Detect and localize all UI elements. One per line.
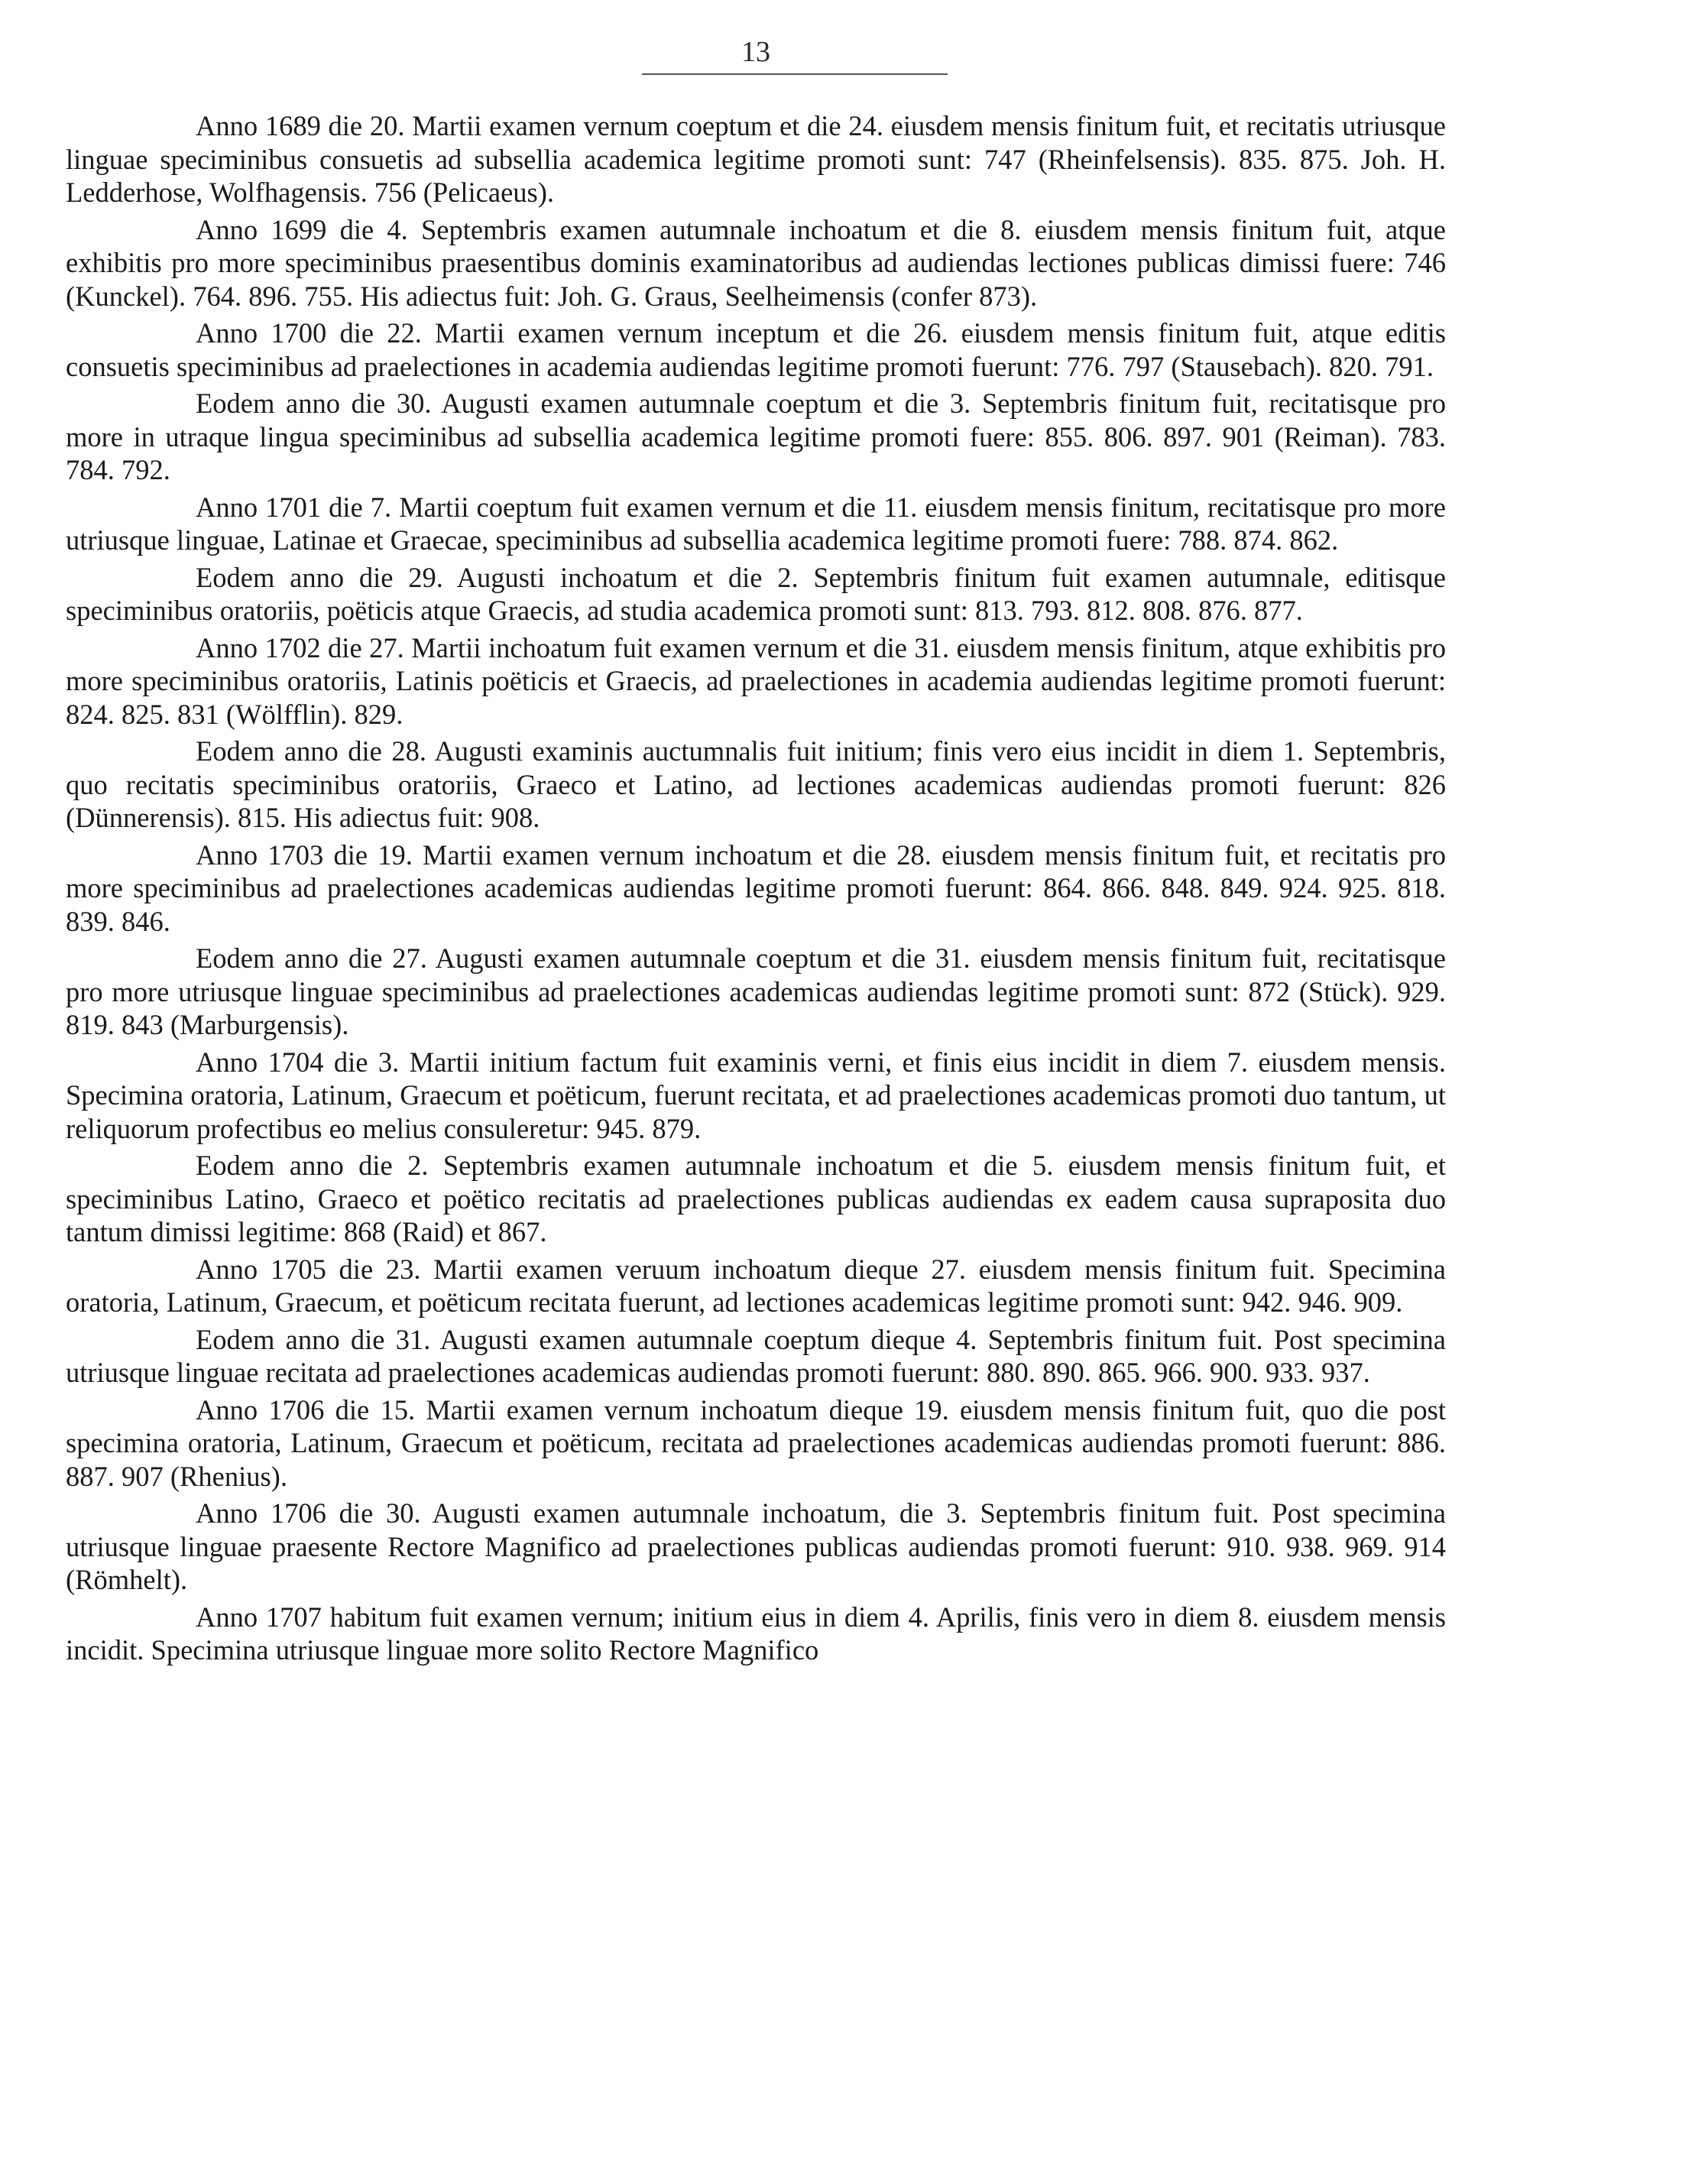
paragraph-anno-1700-march: Anno 1700 die 22. Martii examen vernum inceptum et die 26. eiusdem mensis finitum fuit, atque editis consuetis speciminibus ad praelectiones in academia audiendas legitime promoti fuerunt: 776. 797 (Stausebach). 820. 791. — [66, 317, 1446, 382]
paragraph-anno-1702-august: Eodem anno die 28. Augusti examinis auctumnalis fuit initium; finis vero eius incidit in diem 1. Septembris, quo recitatis speciminibus oratoriis, Graeco et Latino, ad lectiones academicas audiendas promoti fuerunt: 826 (Dünnerensis). 815. His adiectus fuit: 908. — [66, 735, 1446, 833]
body-text — [66, 109, 1446, 1671]
paragraph-anno-1701-march: Anno 1701 die 7. Martii coeptum fuit examen vernum et die 11. eiusdem mensis finitum, recitatisque pro more utriusque linguae, Latinae et Graecae, speciminibus ad subsellia academica legitime promoti fuere: 788. 874. 862. — [66, 491, 1446, 556]
paragraph-anno-1700-august: Eodem anno die 30. Augusti examen autumnale coeptum et die 3. Septembris finitum fuit, recitatisque pro more in utraque lingua speciminibus ad subsellia academica legitime promoti fuere: 855. 806. 897. 901 (Reiman). 783. 784. 792. — [66, 388, 1446, 485]
paragraph-anno-1699: Anno 1699 die 4. Septembris examen autumnale inchoatum et die 8. eiusdem mensis finitum fuit, atque exhibitis pro more speciminibus praesentibus dominis examinatoribus ad audiendas lectiones publicas dimissi fuere: 746 (Kunckel). 764. 896. 755. His adiectus fuit: Joh. G. Graus, Seelheimensis (confer 873). — [66, 213, 1446, 312]
document-page — [66, 0, 1446, 2183]
paragraph-anno-1706-march: Anno 1706 die 15. Martii examen vernum inchoatum dieque 19. eiusdem mensis finitum fuit, quo die post specimina oratoria, Latinum, Graecum et poëticum, recitata ad praelectiones academicas audiendas promoti fuerunt: 886. 887. 907 (Rhenius). — [66, 1393, 1446, 1492]
paragraph-anno-1702-march: Anno 1702 die 27. Martii inchoatum fuit examen vernum et die 31. eiusdem mensis finitum, atque exhibitis pro more speciminibus oratoriis, Latinis poëticis et Graecis, ad praelectiones in academia audiendas legitime promoti fuerunt: 824. 825. 831 (Wölfflin). 829. — [66, 631, 1446, 730]
paragraph-anno-1701-august: Eodem anno die 29. Augusti inchoatum et die 2. Septembris finitum fuit examen autumnale, editisque speciminibus oratoriis, poëticis atque Graecis, ad studia academica promoti sunt: 813. 793. 812. 808. 876. 877. — [66, 561, 1446, 626]
paragraph-anno-1707-april: Anno 1707 habitum fuit examen vernum; initium eius in diem 4. Aprilis, finis vero in diem 8. eiusdem mensis incidit. Specimina utriusque linguae more solito Rectore Magnifico — [66, 1601, 1446, 1666]
paragraph-anno-1689: Anno 1689 die 20. Martii examen vernum coeptum et die 24. eiusdem mensis finitum fuit, et recitatis utriusque linguae speciminibus consuetis ad subsellia academica legitime promoti sunt: 747 (Rheinfelsensis). 835. 875. Joh. H. Ledderhose, Wolfhagensis. 756 (Pelicaeus). — [66, 110, 1446, 208]
paragraph-anno-1705-march: Anno 1705 die 23. Martii examen veruum inchoatum dieque 27. eiusdem mensis finitum fuit. Specimina oratoria, Latinum, Graecum, et poëticum recitata fuerunt, ad lectiones academicas legitime promoti sunt: 942. 946. 909. — [66, 1253, 1446, 1318]
header-rule — [642, 73, 948, 75]
paragraph-anno-1703-march: Anno 1703 die 19. Martii examen vernum inchoatum et die 28. eiusdem mensis finitum fuit, et recitatis pro more speciminibus ad praelectiones academicas audiendas legitime promoti fuerunt: 864. 866. 848. 849. 924. 925. 818. 839. 846. — [66, 838, 1446, 937]
paragraph-anno-1704-september: Eodem anno die 2. Septembris examen autumnale inchoatum et die 5. eiusdem mensis finitum fuit, et speciminibus Latino, Graeco et poëtico recitatis ad praelectiones publicas audiendas ex eadem causa supraposita duo tantum dimissi legitime: 868 (Raid) et 867. — [66, 1150, 1446, 1247]
paragraph-anno-1704-march: Anno 1704 die 3. Martii initium factum fuit examinis verni, et finis eius incidit in diem 7. eiusdem mensis. Specimina oratoria, Latinum, Graecum et poëticum, fuerunt recitata, et ad praelectiones academicas promoti duo tantum, ut reliquorum profectibus eo melius consuleretur: 945. 879. — [66, 1046, 1446, 1144]
paragraph-anno-1705-august: Eodem anno die 31. Augusti examen autumnale coeptum dieque 4. Septembris finitum fuit. Post specimina utriusque linguae recitata ad praelectiones academicas audiendas promoti fuerunt: 880. 890. 865. 966. 900. 933. 937. — [66, 1323, 1446, 1388]
page-number: 13 — [741, 36, 770, 68]
paragraph-anno-1703-august: Eodem anno die 27. Augusti examen autumnale coeptum et die 31. eiusdem mensis finitum fuit, recitatisque pro more utriusque linguae speciminibus ad praelectiones academicas audiendas legitime promoti sunt: 872 (Stück). 929. 819. 843 (Marburgensis). — [66, 942, 1446, 1040]
paragraph-anno-1706-august: Anno 1706 die 30. Augusti examen autumnale inchoatum, die 3. Septembris finitum fuit. Post specimina utriusque linguae praesente Rectore Magnifico ad praelectiones publicas audiendas promoti fuerunt: 910. 938. 969. 914 (Römhelt). — [66, 1497, 1446, 1595]
